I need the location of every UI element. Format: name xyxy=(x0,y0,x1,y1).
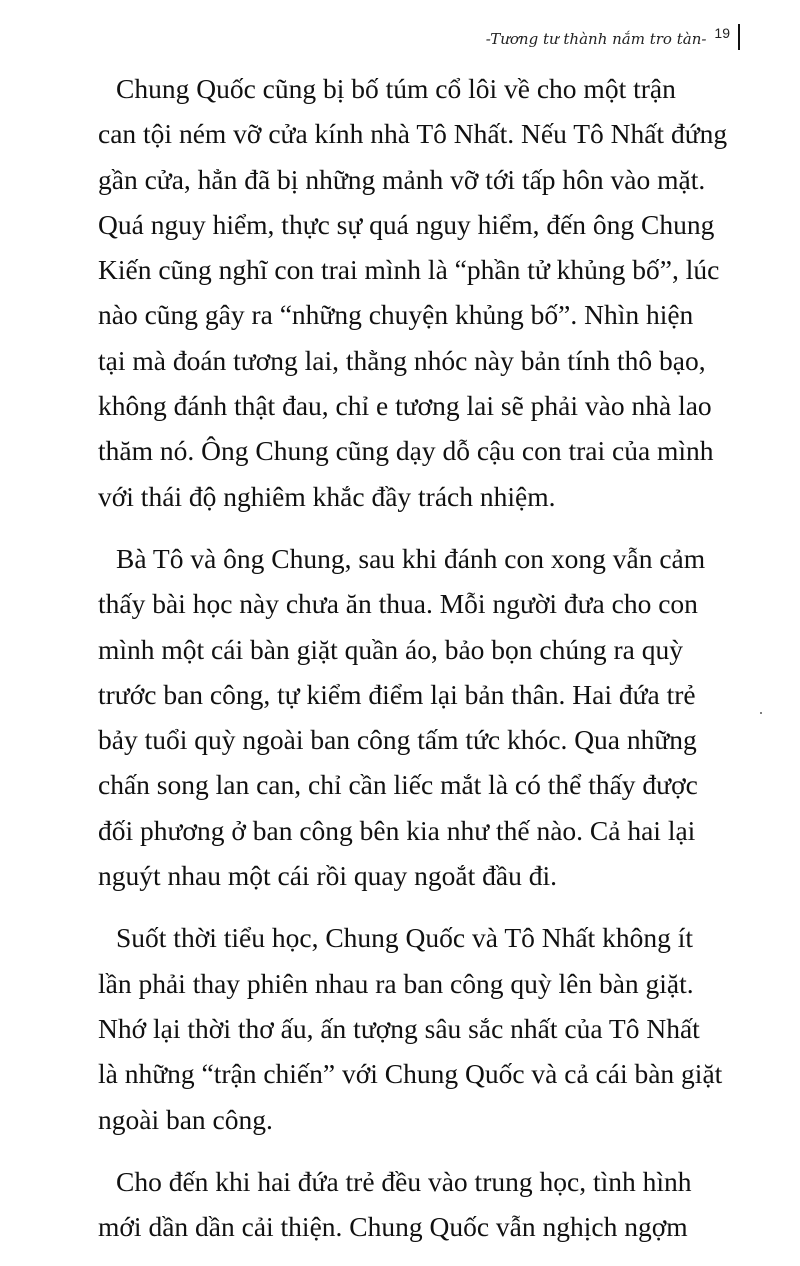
text-line: tại mà đoán tương lai, thằng nhóc này bản tính thô bạo, xyxy=(98,344,706,376)
paragraph-4 xyxy=(98,1159,746,1250)
text-line: bảy tuổi quỳ ngoài ban công tấm tức khóc. Qua những xyxy=(98,724,697,756)
body-text xyxy=(98,66,746,1266)
text-line: trước ban công, tự kiểm điểm lại bản thân. Hai đứa trẻ xyxy=(98,678,696,710)
text-line: với thái độ nghiêm khắc đầy trách nhiệm. xyxy=(98,480,556,512)
text-line: nào cũng gây ra “những chuyện khủng bố”. Nhìn hiện xyxy=(98,299,694,331)
text-line: Suốt thời tiểu học, Chung Quốc và Tô Nhất không ít xyxy=(116,922,693,954)
text-line: Quá nguy hiểm, thực sự quá nguy hiểm, đến ông Chung xyxy=(98,208,715,240)
text-line: thăm nó. Ông Chung cũng dạy dỗ cậu con trai của mình xyxy=(98,435,714,467)
text-line: đối phương ở ban công bên kia như thế nào. Cả hai lại xyxy=(98,814,696,846)
paragraph-3 xyxy=(98,915,746,1141)
text-line: Nhớ lại thời thơ ấu, ấn tượng sâu sắc nhất của Tô Nhất xyxy=(98,1012,700,1044)
text-line: mình một cái bàn giặt quần áo, bảo bọn chúng ra quỳ xyxy=(98,633,683,665)
text-line: không đánh thật đau, chỉ e tương lai sẽ phải vào nhà lao xyxy=(98,390,712,422)
page-header xyxy=(486,22,740,52)
scan-speck xyxy=(760,712,762,714)
running-title: -Tương tư thành nắm tro tàn- xyxy=(485,30,707,48)
text-line: gần cửa, hẳn đã bị những mảnh vỡ tới tấp hôn vào mặt. xyxy=(98,163,706,195)
text-line: Chung Quốc cũng bị bố túm cổ lôi về cho một trận xyxy=(116,73,676,104)
text-line: can tội ném vỡ cửa kính nhà Tô Nhất. Nếu Tô Nhất đứng xyxy=(98,118,728,150)
page-number: 19 xyxy=(714,25,730,41)
text-line: Bà Tô và ông Chung, sau khi đánh con xong vẫn cảm xyxy=(116,542,706,574)
paragraph-2 xyxy=(98,536,746,898)
text-line: nguýt nhau một cái rồi quay ngoắt đầu đi. xyxy=(98,860,558,892)
text-line: Kiến cũng nghĩ con trai mình là “phần tử khủng bố”, lúc xyxy=(98,254,720,286)
header-rule xyxy=(738,24,740,50)
text-line: chấn song lan can, chỉ cần liếc mắt là có thể thấy được xyxy=(98,769,698,801)
text-line: là những “trận chiến” với Chung Quốc và cả cái bàn giặt xyxy=(98,1058,723,1090)
text-line: mới dần dần cải thiện. Chung Quốc vẫn nghịch ngợm xyxy=(98,1211,688,1243)
text-line: Cho đến khi hai đứa trẻ đều vào trung học, tình hình xyxy=(116,1165,692,1197)
text-line: thấy bài học này chưa ăn thua. Mỗi người đưa cho con xyxy=(98,588,698,620)
text-line: ngoài ban công. xyxy=(98,1103,273,1135)
paragraph-1 xyxy=(98,66,746,519)
text-line: lần phải thay phiên nhau ra ban công quỳ lên bàn giặt. xyxy=(98,967,694,999)
